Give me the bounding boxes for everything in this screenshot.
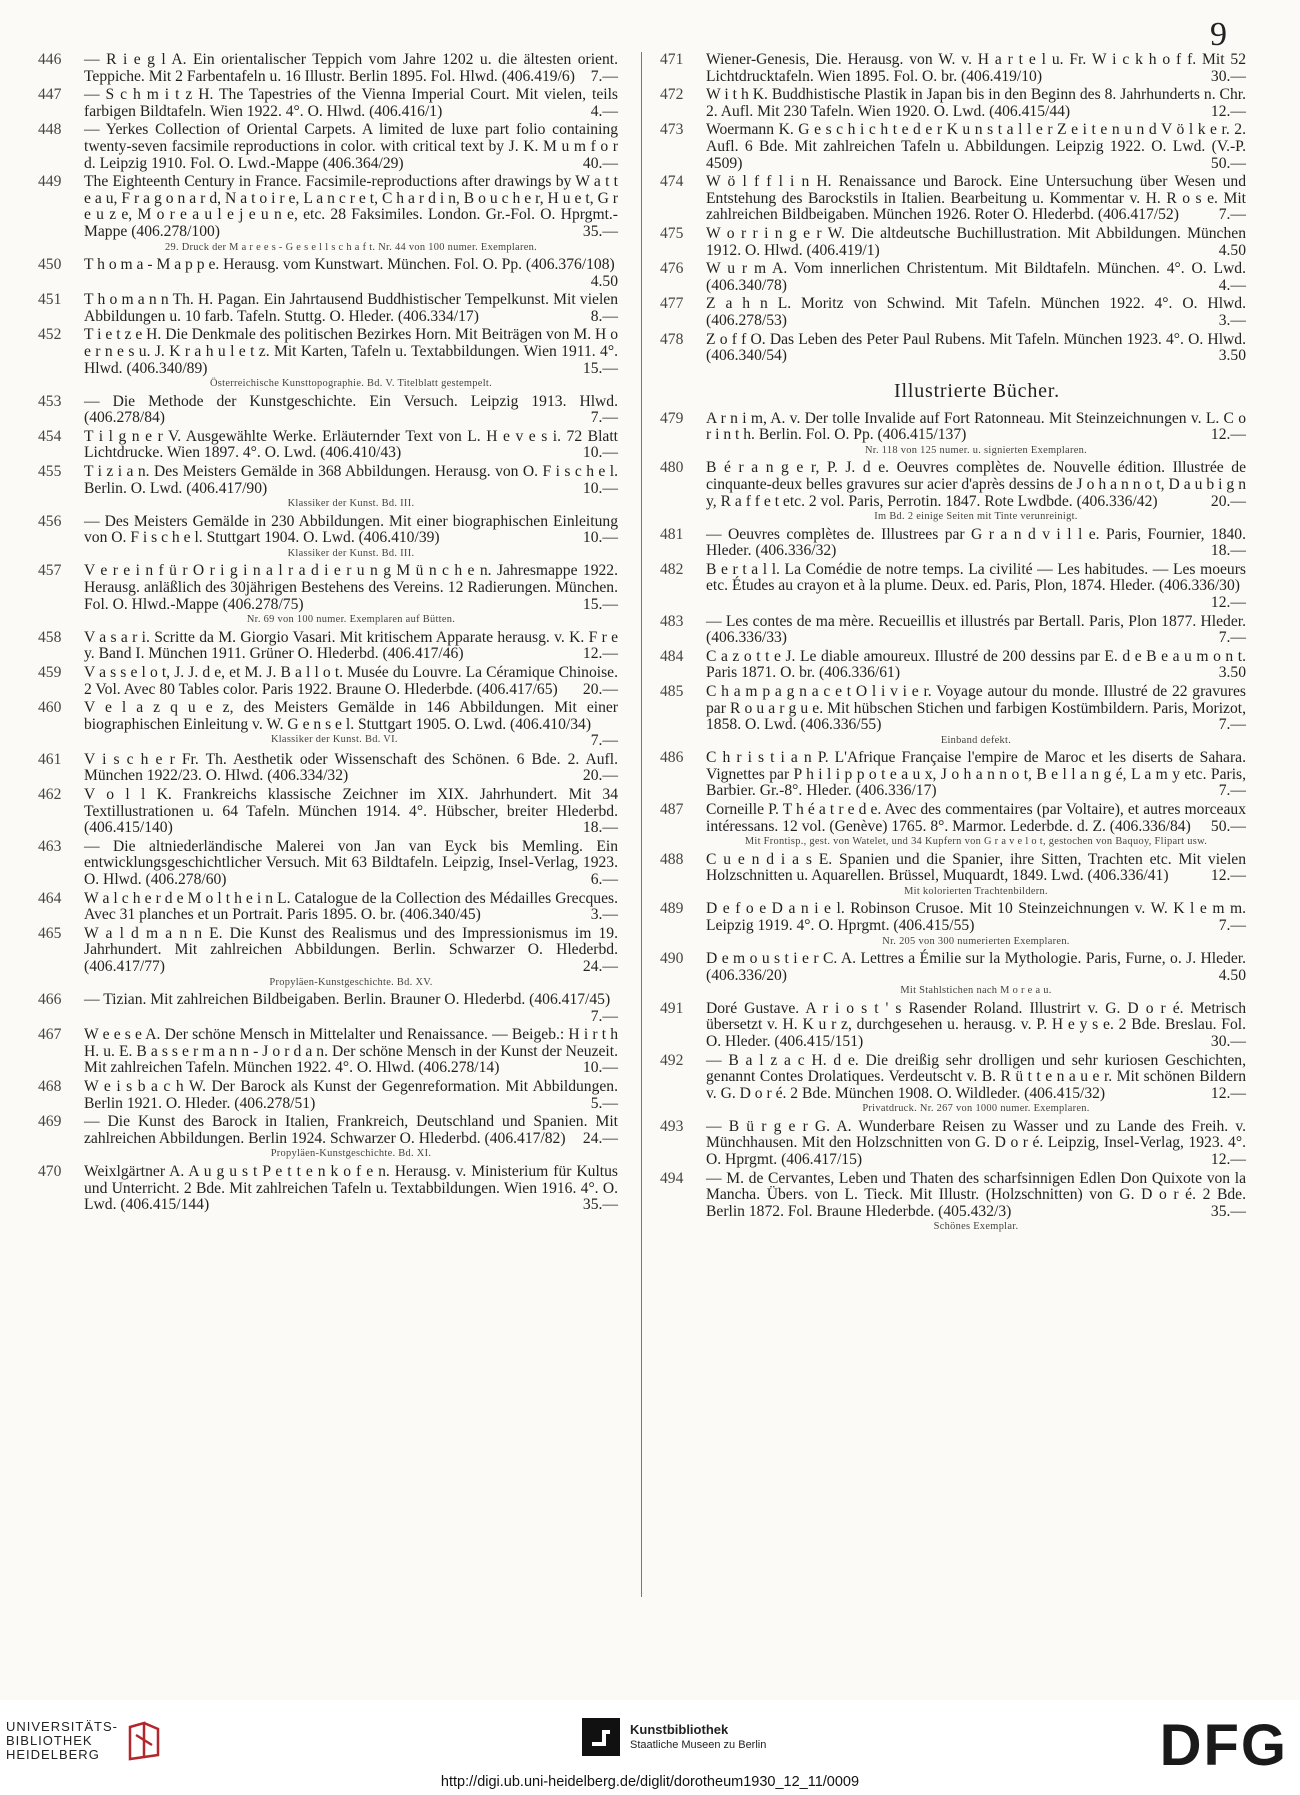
entry-price: 10.— xyxy=(582,444,618,462)
right-entries-bottom xyxy=(660,411,1248,1235)
entry-number: 482 xyxy=(660,560,684,578)
entry-text: V o l l K. Frankreichs klassische Zeichner im XIX. Jahrhundert. Mit 34 Textillustrationen u. 64 Tafeln. München 1914. 4°. Hübscher, breiter Hlederbd. (406.415/140) xyxy=(84,786,618,837)
entry-number: 458 xyxy=(38,628,62,646)
entry-text: C u e n d i a s E. Spanien und die Spanier, ihre Sitten, Trachten etc. Mit vielen Holzschnitten u. Aquarellen. Brüssel, Muquardt, 1849. Lwd. (406.336/41) xyxy=(706,850,1246,885)
entry-price: 12.— xyxy=(1210,102,1246,120)
entry-number: 469 xyxy=(38,1113,62,1131)
catalog-entry xyxy=(38,514,620,562)
entry-text: D e m o u s t i e r C. A. Lettres a Émilie sur la Mythologie. Paris, Furne, o. J. Hleder. (406.336/20) xyxy=(706,950,1246,984)
entry-text: W a l d m a n n E. Die Kunst des Realismus und des Impressionismus im 19. Jahrhundert. Mit zahlreichen Abbildungen. Berlin. Schwarzer O. Hlederbd. (406.417/77) xyxy=(84,924,618,975)
catalog-entry xyxy=(660,332,1248,365)
entry-note: Mit Frontisp., gest. von Watelet, und 34 Kupfern von G r a v e l o t, gestochen von Baquoy, Flipart usw. xyxy=(744,836,1208,848)
entry-price: 10.— xyxy=(582,1059,618,1077)
university-library-logo[interactable] xyxy=(6,1720,162,1762)
entry-number: 485 xyxy=(660,683,684,700)
entry-text: T i z i a n. Des Meisters Gemälde in 368 Abbildungen. Herausg. von O. F i s c h e l. Berlin. O. Lwd. (406.417/90) xyxy=(84,463,618,497)
catalog-entry xyxy=(38,665,620,698)
entry-text: V e l a z q u e z, des Meisters Gemälde in 146 Abbildungen. Mit einer biographischen Einleitung v. W. G e n s e l. Stuttgart 1905. O. Lwd. (406.410/34) xyxy=(84,699,618,733)
entry-price: 20.— xyxy=(1210,492,1246,510)
entry-note: Propyläen-Kunstgeschichte. Bd. XI. xyxy=(270,1148,432,1160)
entry-number: 459 xyxy=(38,663,62,681)
entry-price: 7.— xyxy=(1218,716,1246,734)
entry-number: 468 xyxy=(38,1078,62,1096)
kunstbibliothek-logo[interactable] xyxy=(582,1718,766,1756)
catalog-entry xyxy=(660,951,1248,999)
entry-number: 471 xyxy=(660,51,684,68)
catalog-entry xyxy=(660,87,1248,120)
entry-number: 475 xyxy=(660,224,684,242)
entry-text: T i l g n e r V. Ausgewählte Werke. Erläuternder Text von L. H e v e s i. 72 Blatt Lichtdrucke. Wien 1897. 4°. O. Lwd. (406.410/43) xyxy=(84,427,618,462)
entry-number: 488 xyxy=(660,850,684,868)
entry-price: 7.— xyxy=(590,67,618,85)
page-number: 9 xyxy=(1210,16,1228,53)
entry-price: 6.— xyxy=(590,871,618,889)
entry-number: 470 xyxy=(38,1162,62,1180)
entry-text: C h a m p a g n a c e t O l i v i e r. Voyage autour du monde. Illustré de 22 gravures par R o u a r g u e. Mit hübschen Stichen und farbigen Kostümbildern. Paris, Morizot, 1858. O. Lwd. (406.336/55) xyxy=(706,683,1246,734)
entry-text: T h o m a - M a p p e. Herausg. vom Kunstwart. München. Fol. O. Pp. (406.376/108) xyxy=(84,256,615,274)
entry-price: 4.50 xyxy=(1218,241,1246,259)
entry-number: 446 xyxy=(38,51,62,68)
entry-price: 12.— xyxy=(1210,867,1246,885)
entry-number: 463 xyxy=(38,837,62,855)
entry-price: 3.50 xyxy=(1218,664,1246,682)
entry-price: 30.— xyxy=(1210,67,1246,85)
catalog-entry xyxy=(660,261,1248,294)
entry-text: T h o m a n n Th. H. Pagan. Ein Jahrtausend Buddhistischer Tempelkunst. Mit vielen Abbildungen u. 10 farb. Tafeln. Stuttg. O. Hleder. (406.334/17) xyxy=(84,291,618,325)
entry-price: 12.— xyxy=(1210,1084,1246,1102)
catalog-entry xyxy=(660,296,1248,329)
entry-number: 448 xyxy=(38,121,62,139)
entry-note: 29. Druck der M a r e e s - G e s e l l s c h a f t. Nr. 44 von 100 numer. Exemplaren. xyxy=(164,241,538,253)
entry-number: 487 xyxy=(660,801,684,819)
entry-text: D e f o e D a n i e l. Robinson Crusoe. Mit 10 Steinzeichnungen v. W. K l e m m. Leipzig 1919. 4°. O. Hprgmt. (406.415/55) xyxy=(706,900,1246,935)
entry-number: 486 xyxy=(660,749,684,767)
entry-price: 12.— xyxy=(1210,426,1246,444)
entry-number: 473 xyxy=(660,121,684,139)
entry-number: 491 xyxy=(660,999,684,1017)
entry-text: B e r t a l l. La Comédie de notre temps. La civilité — Les habitudes. — Les moeurs etc. Études au crayon et à la plume. Deux. ed. Paris, Plon, 1874. Hleder. (406.336/30) xyxy=(706,560,1246,595)
catalog-entry xyxy=(38,630,620,663)
entry-number: 467 xyxy=(38,1026,62,1044)
left-column xyxy=(38,52,620,1216)
entry-price: 7.— xyxy=(590,409,618,427)
catalog-entry xyxy=(38,926,620,990)
entry-number: 461 xyxy=(38,750,62,768)
entry-number: 457 xyxy=(38,562,62,580)
catalog-entry xyxy=(660,684,1248,748)
entry-number: 455 xyxy=(38,463,62,481)
entry-number: 465 xyxy=(38,924,62,942)
entry-price: 35.— xyxy=(1210,1202,1246,1220)
entry-number: 492 xyxy=(660,1051,684,1069)
entry-number: 476 xyxy=(660,260,684,278)
entry-price: 7.— xyxy=(1218,629,1246,647)
entry-text: V e r e i n f ü r O r i g i n a l r a d i e r u n g M ü n c h e n. Jahresmappe 1922. Herausg. anläßlich des 30jährigen Bestehens des Vereins. 12 Radierungen. München. Fol. O. Hlwd.-Mappe (406.278/75) xyxy=(84,562,618,613)
entry-text: The Eighteenth Century in France. Facsimile-reproductions after drawings by W a t t e a u, F r a g o n a r d, N a t o i r e, L a n c r e t, C h a r d i n, B o u c h e r, H u e t, G r e u z e, M o r e a u l e j e u n e, etc. 28 Faksimiles. London. Gr.-Fol. O. Hprgmt.-Mappe (406.278/100) xyxy=(84,173,618,240)
entry-price: 15.— xyxy=(582,595,618,613)
catalog-entry xyxy=(38,1164,620,1214)
entry-price: 18.— xyxy=(582,819,618,837)
catalog-entry xyxy=(38,1079,620,1112)
entry-note: Klassiker der Kunst. Bd. III. xyxy=(287,547,415,559)
entry-number: 466 xyxy=(38,991,62,1009)
entry-price: 4.50 xyxy=(1218,966,1246,984)
catalog-entry xyxy=(660,1119,1248,1169)
library-emblem-icon xyxy=(126,1721,162,1761)
entry-number: 479 xyxy=(660,409,684,427)
entry-price: 12.— xyxy=(1210,594,1246,612)
catalog-entry xyxy=(38,122,620,172)
kunstbibliothek-subtitle: Staatliche Museen zu Berlin xyxy=(630,1739,767,1751)
entry-number: 462 xyxy=(38,786,62,804)
entry-number: 453 xyxy=(38,392,62,410)
entry-note: Einband defekt. xyxy=(940,734,1012,746)
catalog-entry xyxy=(660,527,1248,560)
entry-text: — Tizian. Mit zahlreichen Bildbeigaben. Berlin. Brauner O. Hlederbd. (406.417/45) xyxy=(84,991,611,1009)
entry-price: 3.— xyxy=(590,906,618,924)
entry-text: Wiener-Genesis, Die. Herausg. von W. v. H a r t e l u. Fr. W i c k h o f f. Mit 52 Lichtdrucktafeln. Wien 1895. Fol. O. br. (406.419/10) xyxy=(706,51,1246,85)
catalog-entry xyxy=(660,614,1248,647)
entry-price: 50.— xyxy=(1210,817,1246,835)
entry-text: — Die altniederländische Malerei von Jan van Eyck bis Memling. Ein entwicklungsgeschichtlicher Versuch. Mit 63 Bildtafeln. Leipzig, Insel-Verlag, 1923. O. Hlwd. (406.278/60) xyxy=(84,837,618,889)
catalog-entry xyxy=(38,787,620,837)
catalog-entry xyxy=(38,327,620,391)
entry-price: 24.— xyxy=(582,1129,618,1147)
entry-number: 477 xyxy=(660,295,684,313)
entry-number: 474 xyxy=(660,173,684,191)
entry-number: 483 xyxy=(660,612,684,630)
entry-note: Schönes Exemplar. xyxy=(933,1221,1019,1233)
entry-text: — Yerkes Collection of Oriental Carpets. A limited de luxe part folio containing twenty-seven facsimile reproductions in color. with critical text by J. K. M u m f o r d. Leipzig 1910. Fol. O. Lwd.-Mappe (406.364/29) xyxy=(84,121,618,172)
entry-price: 10.— xyxy=(582,529,618,547)
entry-price: 20.— xyxy=(582,767,618,785)
entry-price: 35.— xyxy=(582,1196,618,1214)
catalog-entry xyxy=(660,174,1248,224)
entry-note: Mit kolorierten Trachtenbildern. xyxy=(904,885,1048,897)
entry-text: C a z o t t e J. Le diable amoureux. Illustré de 200 dessins par E. d e B e a u m o n t. Paris 1871. O. br. (406.336/61) xyxy=(706,647,1246,682)
entry-text: V i s c h e r Fr. Th. Aesthetik oder Wissenschaft des Schönen. 6 Bde. 2. Aufl. München 1922/23. O. Hlwd. (406.334/32) xyxy=(84,750,618,785)
entry-price: 7.— xyxy=(1218,917,1246,935)
entry-text: Weixlgärtner A. A u g u s t P e t t e n k o f e n. Herausg. v. Ministerium für Kultus und Unterricht. 2 Bde. Mit zahlreichen Tafeln u. Textabbildungen. Wien 1916. 4°. O. Lwd. (406.415/144) xyxy=(84,1162,618,1214)
entry-number: 456 xyxy=(38,512,62,530)
entry-note: Im Bd. 2 einige Seiten mit Tinte verunreinigt. xyxy=(874,511,1078,523)
entry-text: Z o f f O. Das Leben des Peter Paul Rubens. Mit Tafeln. München 1923. 4°. O. Hlwd. (406.340/54) xyxy=(706,330,1246,365)
catalog-entry xyxy=(38,563,620,627)
entry-number: 472 xyxy=(660,86,684,104)
entry-text: B é r a n g e r, P. J. d e. Oeuvres complètes de. Nouvelle édition. Illustrée de cinquante-deux belles gravures sur acier d'après dessins de J o h a n n o t, D a u b i g n y, R a f f e t etc. 2 vol. Paris, Perrotin. 1847. Rote Lwdbde. (406.336/42) xyxy=(706,459,1246,510)
entry-number: 490 xyxy=(660,950,684,968)
entry-number: 484 xyxy=(660,647,684,665)
catalog-entry xyxy=(660,562,1248,612)
entry-text: W a l c h e r d e M o l t h e i n L. Catalogue de la Collection des Médailles Grecques. Avec 31 planches et un Portrait. Paris 1895. O. br. (406.340/45) xyxy=(84,889,618,924)
entry-number: 478 xyxy=(660,330,684,348)
entry-price: 7.— xyxy=(590,732,618,750)
entry-text: — Die Kunst des Barock in Italien, Frankreich, Deutschland und Spanien. Mit zahlreichen Abbildungen. Berlin 1924. Schwarzer O. Hlederbd. (406.417/82) xyxy=(84,1113,618,1147)
entry-text: W o r r i n g e r W. Die altdeutsche Buchillustration. Mit Abbildungen. München 1912. O. Hlwd. (406.419/1) xyxy=(706,224,1246,259)
entry-price: 15.— xyxy=(582,359,618,377)
entry-price: 3.50 xyxy=(1218,347,1246,365)
entry-price: 4.— xyxy=(1218,276,1246,294)
entry-note: Nr. 118 von 125 numer. u. signierten Exemplaren. xyxy=(864,444,1088,456)
section-title: Illustrierte Bücher. xyxy=(894,379,1060,402)
catalog-entry xyxy=(38,257,620,290)
entry-number: 451 xyxy=(38,291,62,309)
entry-text: W e e s e A. Der schöne Mensch in Mittelalter und Renaissance. — Beigeb.: H i r t h H. u. E. B a s s e r m a n n - J o r d a n. Der schöne Mensch in der Kunst der Neuzeit. Mit zahlreichen Tafeln. München 1922. 4°. O. Hlwd. (406.278/14) xyxy=(84,1026,618,1077)
entry-note: Nr. 69 von 100 numer. Exemplaren auf Bütten. xyxy=(246,614,456,626)
entry-text: W e i s b a c h W. Der Barock als Kunst der Gegenreformation. Mit Abbildungen. Berlin 1921. O. Hleder. (406.278/51) xyxy=(84,1078,618,1112)
catalog-entry xyxy=(38,1114,620,1162)
entry-text: Z a h n L. Moritz von Schwind. Mit Tafeln. München 1922. 4°. O. Hlwd. (406.278/53) xyxy=(706,295,1246,329)
catalog-entry xyxy=(38,429,620,462)
entry-text: — Oeuvres complètes de. Illustrees par G r a n d v i l l e. Paris, Fournier, 1840. Hleder. (406.336/32) xyxy=(706,525,1246,560)
catalog-entry xyxy=(38,700,620,750)
entry-note: Österreichische Kunsttopographie. Bd. V. Titelblatt gestempelt. xyxy=(209,378,492,390)
entry-text: — Les contes de ma mère. Recueillis et illustrés par Bertall. Paris, Plon 1877. Hleder. (406.336/33) xyxy=(706,612,1246,647)
catalog-entry xyxy=(660,226,1248,259)
uni-line-3: HEIDELBERG xyxy=(6,1747,100,1762)
entry-price: 5.— xyxy=(590,1094,618,1112)
column-divider xyxy=(641,52,642,1597)
entry-number: 452 xyxy=(38,326,62,344)
entry-text: T i e t z e H. Die Denkmale des politischen Bezirkes Horn. Mit Beiträgen von M. H o e r n e s u. J. K r a h u l e t z. Mit Karten, Tafeln u. Textabbildungen. Wien 1911. 4°. Hlwd. (406.340/89) xyxy=(84,326,618,377)
entry-text: W i t h K. Buddhistische Plastik in Japan bis in den Beginn des 8. Jahrhunderts n. Chr. 2. Aufl. Mit 230 Tafeln. Wien 1920. O. Lwd. (406.415/44) xyxy=(706,86,1246,120)
catalog-entry xyxy=(660,901,1248,949)
dfg-logo[interactable]: DFG xyxy=(1159,1713,1288,1778)
catalog-entry xyxy=(660,52,1248,85)
entry-number: 450 xyxy=(38,256,62,274)
entry-text: — Des Meisters Gemälde in 230 Abbildungen. Mit einer biographischen Einleitung von O. F i s c h e l. Stuttgart 1904. O. Lwd. (406.410/39) xyxy=(84,512,618,547)
entry-price: 30.— xyxy=(1210,1033,1246,1050)
entry-text: — Die Methode der Kunstgeschichte. Ein Versuch. Leipzig 1913. Hlwd. (406.278/84) xyxy=(84,392,618,427)
catalog-entry xyxy=(38,992,620,1025)
entry-price: 40.— xyxy=(582,154,618,172)
uni-line-1: UNIVERSITÄTS- xyxy=(6,1719,118,1734)
entry-text: C h r i s t i a n P. L'Afrique Française l'empire de Maroc et les diserts de Sahara. Vignettes par P h i l i p p o t e a u x, J o h a n n o t, B e l l a n g é, L a m y etc. Paris, Barbier. Gr.-8°. Hleder. (406.336/17) xyxy=(706,749,1246,800)
entry-text: Corneille P. T h é a t r e d e. Avec des commentaires (par Voltaire), et autres morceaux intéressans. 12 vol. (Genève) 1765. 8°. Marmor. Lederbde. d. Z. (406.336/84) xyxy=(706,801,1246,835)
footer xyxy=(0,1700,1300,1795)
entry-text: Woermann K. G e s c h i c h t e d e r K u n s t a l l e r Z e i t e n u n d V ö l k e r. 2. Aufl. 6 Bde. Mit zahlreichen Tafeln u. Abbildungen. Leipzig 1922. O. Lwd. (V.-P. 4509) xyxy=(706,121,1246,172)
entry-number: 481 xyxy=(660,525,684,543)
entry-number: 494 xyxy=(660,1169,684,1187)
entry-price: 20.— xyxy=(582,680,618,698)
catalog-entry xyxy=(660,411,1248,459)
entry-price: 8.— xyxy=(590,307,618,325)
entry-number: 464 xyxy=(38,889,62,907)
entry-text: V a s a r i. Scritte da M. Giorgio Vasari. Mit kritischem Apparate herausg. v. K. F r e y. Band I. München 1911. Grüner O. Hlederbd. (406.417/46) xyxy=(84,628,618,663)
entry-text: — B ü r g e r G. A. Wunderbare Reisen zu Wasser und zu Lande des Freih. v. Münchhausen. Mit den Holzschnitten von G. D o r é. Leipzig, Insel-Verlag, 1923. 4°. O. Hprgmt. (406.417/15) xyxy=(706,1117,1246,1169)
entry-price: 12.— xyxy=(582,645,618,663)
entry-text: V a s s e l o t, J. J. d e, et M. J. B a l l o t. Musée du Louvre. La Céramique Chinoise. 2 Vol. Avec 80 Tables color. Paris 1922. Braune O. Hlederbde. (406.417/65) xyxy=(84,663,618,698)
entry-number: 480 xyxy=(660,459,684,477)
entry-price: 3.— xyxy=(1218,311,1246,329)
catalog-entry xyxy=(38,752,620,785)
entry-text: Doré Gustave. A r i o s t ' s Rasender Roland. Illustrirt v. G. D o r é. Metrisch übersetzt v. H. K u r z, durchgesehen u. herausg. v. P. H e y s e. 2 Bde. Breslau. Fol. O. Hleder. (406.415/151) xyxy=(706,999,1246,1050)
catalog-entry xyxy=(660,750,1248,800)
entry-number: 493 xyxy=(660,1117,684,1135)
catalog-entry xyxy=(660,122,1248,172)
catalog-entry xyxy=(38,891,620,924)
catalog-entry xyxy=(660,852,1248,900)
entry-price: 12.— xyxy=(1210,1151,1246,1169)
entry-price: 18.— xyxy=(1210,542,1246,560)
catalog-entry xyxy=(660,460,1248,524)
catalog-entry xyxy=(660,1053,1248,1117)
right-column xyxy=(660,52,1248,1237)
entry-text: W u r m A. Vom innerlichen Christentum. Mit Bildtafeln. München. 4°. O. Lwd. (406.340/78) xyxy=(706,260,1246,294)
kunstbibliothek-emblem-icon xyxy=(582,1718,620,1756)
catalog-entry xyxy=(38,52,620,85)
entry-price: 10.— xyxy=(582,479,618,497)
catalog-entry xyxy=(660,1171,1248,1235)
catalog-entry xyxy=(38,839,620,889)
entry-price: 7.— xyxy=(1218,782,1246,800)
entry-number: 449 xyxy=(38,173,62,191)
source-url[interactable]: http://digi.ub.uni-heidelberg.de/diglit/dorotheum1930_12_11/0009 xyxy=(440,1774,860,1790)
catalog-entry xyxy=(660,1001,1248,1051)
entry-note: Privatdruck. Nr. 267 von 1000 numer. Exemplaren. xyxy=(862,1103,1090,1115)
entry-note: Klassiker der Kunst. Bd. III. xyxy=(287,498,415,510)
catalog-entry xyxy=(660,802,1248,850)
uni-line-2: BIBLIOTHEK xyxy=(6,1733,93,1748)
entry-note: Propyläen-Kunstgeschichte. Bd. XV. xyxy=(269,976,433,988)
entry-text: — B a l z a c H. d e. Die dreißig sehr drolligen und sehr kuriosen Geschichten, genannt Contes Drolatiques. Verdeutscht v. B. R ü t t e n a u e r. Mit schönen Bildern v. G. D o r é. 2 Bde. München 1908. O. Wildleder. (406.415/32) xyxy=(706,1051,1246,1102)
entry-number: 447 xyxy=(38,86,62,104)
entry-text: — M. de Cervantes, Leben und Thaten des scharfsinnigen Edlen Don Quixote von la Mancha. Übers. von L. Tieck. Mit Illustr. (Holzschnitten) von G. D o r é. 2 Bde. Berlin 1872. Fol. Braune Hlederbde. (405.432/3) xyxy=(706,1169,1246,1220)
catalog-entry xyxy=(38,292,620,325)
catalog-entry xyxy=(38,394,620,427)
entry-note: Klassiker der Kunst. Bd. VI. xyxy=(270,734,398,746)
catalog-entry xyxy=(38,87,620,120)
catalog-entry xyxy=(660,649,1248,682)
entry-number: 460 xyxy=(38,699,62,717)
entry-text: — S c h m i t z H. The Tapestries of the Vienna Imperial Court. Mit vielen, teils farbigen Bildtafeln. Wien 1922. 4°. O. Hlwd. (406.416/1) xyxy=(84,86,618,120)
catalog-entry xyxy=(38,174,620,255)
entry-price: 50.— xyxy=(1210,154,1246,172)
entry-price: 7.— xyxy=(590,1007,618,1025)
catalog-entry xyxy=(38,464,620,512)
entry-number: 454 xyxy=(38,427,62,445)
kunstbibliothek-title: Kunstbibliothek xyxy=(630,1722,729,1737)
entry-note: Mit Stahlstichen nach M o r e a u. xyxy=(900,985,1052,997)
entry-price: 4.— xyxy=(590,102,618,120)
entry-price: 4.50 xyxy=(590,272,618,290)
entry-text: W ö l f f l i n H. Renaissance und Barock. Eine Untersuchung über Wesen und Entstehung des Barockstils in Italien. Bearbeitung u. Kommentar v. H. R o s e. Mit zahlreichen Bildbeigaben. München 1926. Roter O. Hlederbd. (406.417/52) xyxy=(706,173,1246,224)
right-entries-top xyxy=(660,52,1248,365)
entry-price: 35.— xyxy=(582,222,618,240)
catalog-entry xyxy=(38,1027,620,1077)
entry-text: A r n i m, A. v. Der tolle Invalide auf Fort Ratonneau. Mit Steinzeichnungen v. L. C o r i n t h. Berlin. Fol. O. Pp. (406.415/137) xyxy=(706,409,1246,444)
entry-price: 24.— xyxy=(582,958,618,975)
entry-note: Nr. 205 von 300 numerierten Exemplaren. xyxy=(882,935,1070,947)
entry-price: 7.— xyxy=(1218,206,1246,224)
entry-number: 489 xyxy=(660,900,684,918)
entry-text: — R i e g l A. Ein orientalischer Teppich vom Jahre 1202 u. die ältesten orient. Teppiche. Mit 2 Farbentafeln u. 16 Illustr. Berlin 1895. Fol. Hlwd. (406.419/6) xyxy=(84,51,618,85)
